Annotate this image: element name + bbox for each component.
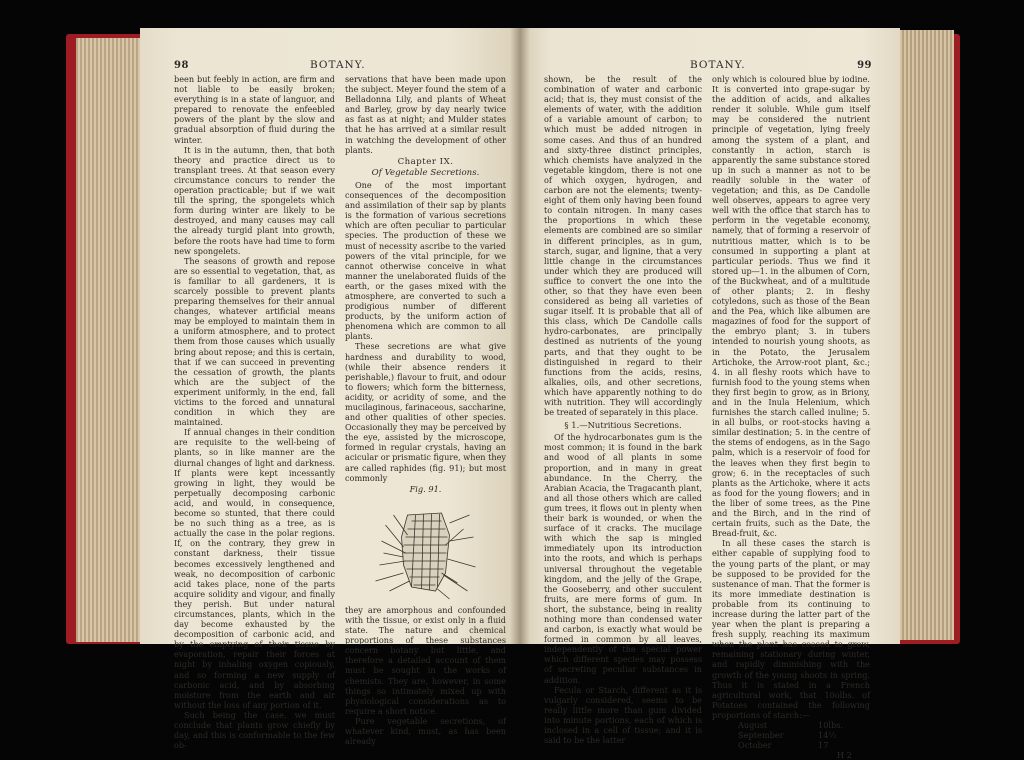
paragraph: been but feebly in action, are firm and not liable to be easily broken; everything is in a state of languor, and prepared to renovate the enfeebled powers of the plant by the slow and gradual absorption of fluid during the winter.	[174, 74, 335, 145]
running-head: BOTANY.	[310, 59, 366, 71]
table-value: 10lbs.	[818, 720, 844, 730]
paragraph: Pure vegetable secretions, of whatever kind, must, as has been already	[345, 715, 506, 747]
table-value: 14½	[818, 730, 837, 741]
starch-table	[738, 720, 870, 750]
book-gutter	[510, 28, 530, 644]
table-row	[738, 720, 870, 730]
left-page-columns	[174, 74, 506, 751]
paragraph: servations that have been made upon the subject. Meyer found the stem of a Belladonna Lily, and plants of Wheat and Barley, grow by day nearly twice as fast as at night; and Mulder states that he has arrived at a similar result in watching the development of other plants.	[345, 74, 506, 155]
paragraph: only which is coloured blue by iodine. It is converted into grape-sugar by the addition of acids, and alkalies render it soluble. While gum itself may be considered the nutrient principle of vegetation, lying freely among the system of a plant, and constantly in action, starch is apparently the same substance stored up in such a manner as not to be readily soluble in the water of vegetation; and this, as De Candolle well observes, appears to agree very well with the office that starch has to perform in the vegetable economy, namely, that of forming a reservoir of nutritious matter, which is to be consumed in supporting a plant at particular periods. Thus we find it stored up—1. in the albumen of Corn, of the Buckwheat, and of a multitude of other plants; 2. in fleshy cotyledons, such as those of the Bean and the Pea, which like albumen are magazines of food for the support of the embryo plant; 3. in tubers intended to nourish young shoots, as in the Potato, the Jerusalem Artichoke, the Arrow-root plant, &c.; 4. in all fleshy roots which have to furnish food to the young stems when they first begin to grow, as in Briony, and in the Inula Helenium, which furnishes the starch called inuline; 5. in all bulbs, or root-stocks having a similar destination; 5. in the centre of the stems of endogens, as in the Sago palm, which is a reservoir of food for the leaves when they first begin to grow; 6. in the receptacles of such plants as the Artichoke, where it acts as food for the young flowers; and in the liber of some trees, as the Pine and the Birch, and in the rind of certain fruits, such as the Date, the Bread-fruit, &c.	[712, 74, 870, 539]
right-column-2	[712, 74, 870, 760]
paragraph: Such being the case, we must conclude that plants grow chiefly by day, and this is conformable to the few ob-	[174, 709, 335, 751]
paragraph: they are amorphous and confounded with the tissue, or exist only in a fluid state. The nature and chemical proportions of these substances concern botany but little, and therefore a detailed account of them must be sought in the works of chemists. They are, however, in some things so intimately mixed up with physiological considerations as to require a short notice.	[345, 604, 506, 716]
left-column-1	[174, 74, 335, 751]
table-month: August	[738, 720, 768, 730]
table-month: September	[738, 730, 784, 741]
table-row	[738, 730, 870, 740]
paragraph: One of the most important consequences of the decomposition and assimilation of their sap by plants is the formation of various secretions which are often peculiar to particular species. The production of these we must of necessity ascribe to the varied powers of the vital principle, for we cannot otherwise conceive in what manner the unelaborated fluids of the earth, or the gases mixed with the atmosphere, are converted to such a prodigious number of different products, by the uniform action of phenomena which are common to all plants.	[345, 179, 506, 342]
paragraph: Of the hydrocarbonates gum is the most common; it is found in the bark and wood of all plants in some proportion, and in many in great abundance. In the Cherry, the Arabian Acacia, the Tragacanth plant, and all those others which are called gum trees, it flows out in plenty when their bark is wounded, or when the surface of it cracks. The mucilage with which the sap is mingled immediately upon its introduction into the roots, and which is perhaps universal throughout the vegetable kingdom, and the jelly of the Grape, the Gooseberry, and other succulent fruits, are mere forms of gum. In short, the substance, being in reality nothing more than condensed water and carbon, is exactly what would be formed in common by all leaves, independently of the special power which different species may possess of secreting peculiar substances in addition.	[544, 432, 702, 685]
signature-mark: H 2	[836, 750, 852, 760]
page-number: 99	[857, 60, 872, 71]
paragraph: It is in the autumn, then, that both theory and practice direct us to transplant trees. At that season every circumstance concurs to render the operation practicable; but if we wait till the spring, the spongelets which form during winter are likely to be destroyed, and many causes may call the already turgid plant into growth, before the roots have had time to form new spongelets.	[174, 144, 335, 256]
paragraph: If annual changes in their condition are requisite to the well-being of plants, so in like manner are the diurnal changes of light and darkness. If plants were kept incessantly growing in light, they would be perpetually decomposing carbonic acid, and would, in consequence, become so stunted, that there could be no such thing as a tree, as is actually the case in the polar regions. If, on the contrary, they grew in constant darkness, their tissue becomes excessively lengthened and weak, no decomposition of carbonic acid takes place, none of the parts acquire solidity and vigour, and finally they perish. But under natural circumstances, plants, which in the day become exhausted by the decomposition of carbonic acid, and by the emptying of their tissue by evaporation, repair their forces at night by inhaling oxygen copiously, and so forming a new supply of carbonic acid, and by absorbing moisture from the earth and air without the loss of any portion of it.	[174, 427, 335, 710]
chapter-heading: Chapter IX.	[397, 156, 454, 167]
paragraph: Fecula or Starch, different as it is vulgarly considered, seems to be really little more than gum divided into minute portions, each of which is inclosed in a cell of tissue; and it is said to be the latter	[544, 684, 702, 746]
right-page-columns	[544, 74, 870, 760]
right-column-1	[544, 74, 702, 746]
raphides-illustration	[345, 495, 506, 605]
right-page	[520, 28, 900, 760]
page-number: 98	[174, 60, 189, 71]
left-column-2	[345, 74, 506, 747]
paragraph: shown, be the result of the combination of water and carbonic acid; that is, they must consist of the elements of water, with the addition of a variable amount of carbon; to which must be added nitrogen in some cases. And thus of an hundred and sixty-three distinct principles, which chemists have analyzed in the vegetable kingdom, there is not one of which oxygen, hydrogen, and carbon are not the elements; twenty-eight of them only having been found to contain nitrogen. In many cases the proportions in which these elements are combined are so similar in different principles, as in gum, starch, sugar, and lignine, that a very little change in the circumstances under which they are produced will suffice to convert the one into the other, so that they have even been considered as being all varieties of sugar itself. It is probable that all of this class, which De Candolle calls hydro-carbonates, are principally destined as nutrients of the young parts, and that they ought to be distinguished in regard to their functions from the acids, resins, alkalies, oils, and other secretions, which have apparently nothing to do with nutrition. They will accordingly be treated of separately in this place.	[544, 74, 702, 418]
figure-caption: Fig. 91.	[409, 483, 442, 494]
table-value: 17	[818, 740, 829, 751]
paragraph: In all these cases the starch is either capable of supplying food to the young parts of the plant, or may be supposed to be provided for the sustenance of man. That the former is its more immediate destination is probable from its continuing to increase during the latter part of the year when the plant is preparing a fresh supply, reaching its maximum when the plant has ceased to grow, remaining stationary during winter, and rapidly diminishing with the growth of the young shoots in spring. Thus it is stated in a French agricultural work, that 10olbs. of Potatoes contained the following proportions of starch:—	[712, 538, 870, 720]
section-heading: § 1.—Nutritious Secretions.	[564, 420, 682, 431]
left-page	[140, 28, 524, 751]
page-edges-left	[76, 38, 146, 642]
page-edges-right	[896, 30, 954, 640]
paragraph: These secretions are what give hardness and durability to wood, (while their absence renders it perishable,) flavour to fruit, and odour to flowers; which form the bitterness, acidity, or acridity of some, and the mucilaginous, farinaceous, saccharine, and other qualities of other species. Occasionally they may be perceived by the eye, assisted by the microscope, formed in regular crystals, having an acicular or prismatic figure, when they are called raphides (fig. 91); but most commonly	[345, 341, 506, 483]
paragraph: The seasons of growth and repose are so essential to vegetation, that, as is familiar to all gardeners, it is scarcely possible to prevent plants preparing themselves for their annual changes, whatever artificial means may be employed to maintain them in a uniform atmosphere, and to protect them from those causes which usually bring about repose; and this is certain, that if we can succeed in preventing the cessation of growth, the plants which are the subject of the experiment uniformly, in the end, fall victims to the forced and unnatural condition in which they are maintained.	[174, 255, 335, 428]
table-row	[738, 740, 870, 750]
table-month: October	[738, 740, 772, 751]
running-head: BOTANY.	[690, 59, 746, 71]
chapter-title: Of Vegetable Secretions.	[371, 167, 480, 178]
